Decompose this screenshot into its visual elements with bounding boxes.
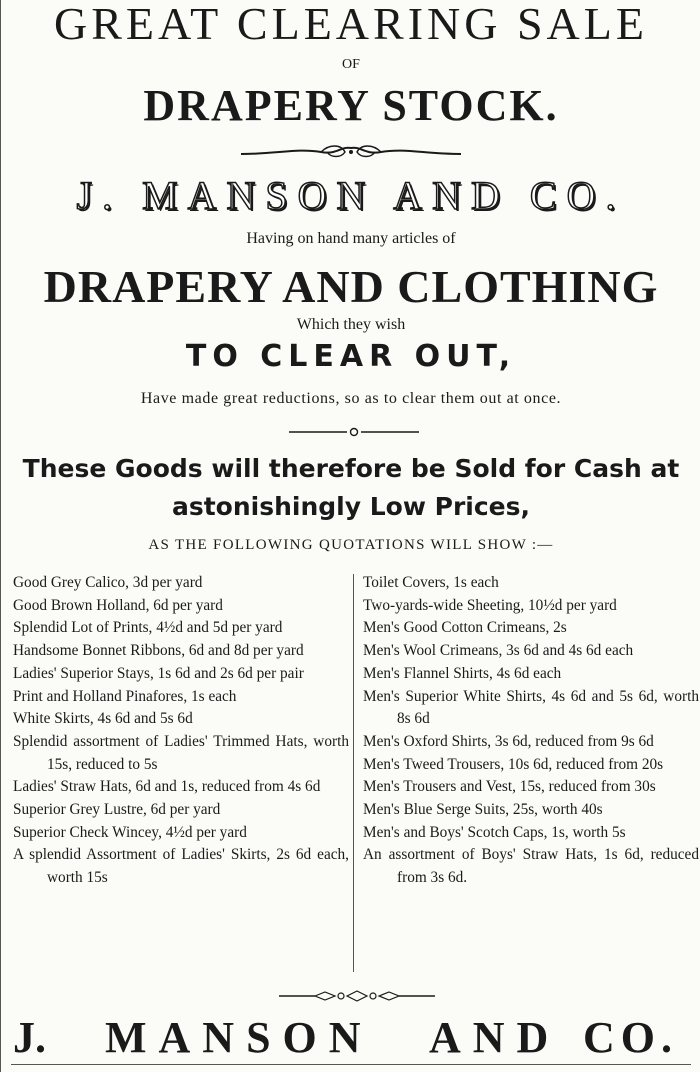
- headline-to-clear-out: TO CLEAR OUT,: [185, 339, 517, 374]
- price-list-item: Ladies' Superior Stays, 1s 6d and 2s 6d per pair: [13, 664, 304, 682]
- footer-word-manson: MANSON: [105, 1013, 373, 1062]
- price-list-item: Men's Superior White Shirts, 4s 6d and 5s 6d, worth 8s 6d: [363, 687, 699, 728]
- headline-drapery-clothing: DRAPERY AND CLOTHING: [43, 261, 659, 312]
- small-o-divider: [289, 424, 419, 440]
- price-list-item: Men's Oxford Shirts, 3s 6d, reduced from 9s 6d: [363, 732, 654, 750]
- price-list-right-column: [363, 572, 699, 890]
- price-list-item: Handsome Bonnet Ribbons, 6d and 8d per yard: [13, 642, 304, 660]
- headline-great-clearing-sale: GREAT CLEARING SALE: [54, 0, 648, 49]
- intro-having: Having on hand many articles of: [246, 230, 456, 247]
- price-list-item: Men's Tweed Trousers, 10s 6d, reduced from 20s: [363, 755, 664, 773]
- ornamental-chain-divider: [279, 988, 435, 1004]
- price-list-item: Men's and Boys' Scotch Caps, 1s, worth 5s: [363, 823, 626, 841]
- price-list-item: Men's Trousers and Vest, 15s, reduced from 30s: [363, 778, 656, 796]
- cash-line-1: These Goods will therefore be Sold for Cash at: [22, 454, 680, 483]
- price-list-item: Superior Grey Lustre, 6d per yard: [13, 801, 221, 819]
- price-list-item: Superior Check Wincey, 4½d per yard: [13, 823, 247, 841]
- bottom-rule: [11, 1064, 691, 1065]
- intro-which: Which they wish: [296, 316, 406, 333]
- price-list-item: Ladies' Straw Hats, 6d and 1s, reduced from 4s 6d: [13, 778, 321, 796]
- price-list-item: Men's Flannel Shirts, 4s 6d each: [363, 664, 562, 682]
- price-list-item: Print and Holland Pinafores, 1s each: [13, 687, 237, 705]
- quotations-heading: AS THE FOLLOWING QUOTATIONS WILL SHOW :—: [148, 537, 554, 553]
- intro-reductions: Have made great reductions, so as to clear them out at once.: [140, 390, 562, 407]
- column-divider: [353, 574, 354, 972]
- footer-word-and: AND: [429, 1013, 561, 1062]
- cash-announcement: [1, 450, 700, 526]
- firm-name-decorative: J. MANSON AND CO.: [76, 173, 626, 218]
- price-list-item: An assortment of Boys' Straw Hats, 1s 6d, reduced from 3s 6d.: [363, 846, 699, 887]
- headline-drapery-stock: DRAPERY STOCK.: [143, 81, 559, 130]
- price-list-item: Good Grey Calico, 3d per yard: [13, 574, 203, 591]
- price-list-item: White Skirts, 4s 6d and 5s 6d: [13, 710, 193, 728]
- price-list-item: Men's Good Cotton Crimeans, 2s: [363, 619, 567, 637]
- footer-word-co: CO.: [583, 1013, 678, 1062]
- ornamental-swirl-divider: [237, 140, 465, 166]
- price-list-item: Good Brown Holland, 6d per yard: [13, 596, 223, 614]
- headline-of: OF: [342, 57, 360, 72]
- price-list-item: Splendid assortment of Ladies' Trimmed Hats, worth 15s, reduced to 5s: [13, 732, 349, 773]
- price-list-item: A splendid Assortment of Ladies' Skirts, 2s 6d each, worth 15s: [13, 846, 349, 887]
- price-list-item: Men's Wool Crimeans, 3s 6d and 4s 6d each: [363, 642, 634, 660]
- price-list-item: Splendid Lot of Prints, 4½d and 5d per yard: [13, 619, 283, 637]
- price-list-item: Two-yards-wide Sheeting, 10½d per yard: [363, 596, 617, 614]
- footer-word-j: J.: [13, 1013, 46, 1062]
- cash-line-2: astonishingly Low Prices,: [171, 492, 531, 521]
- price-list-item: Toilet Covers, 1s each: [363, 574, 499, 591]
- price-list-left-column: [13, 572, 349, 890]
- price-list-item: Men's Blue Serge Suits, 25s, worth 40s: [363, 801, 603, 819]
